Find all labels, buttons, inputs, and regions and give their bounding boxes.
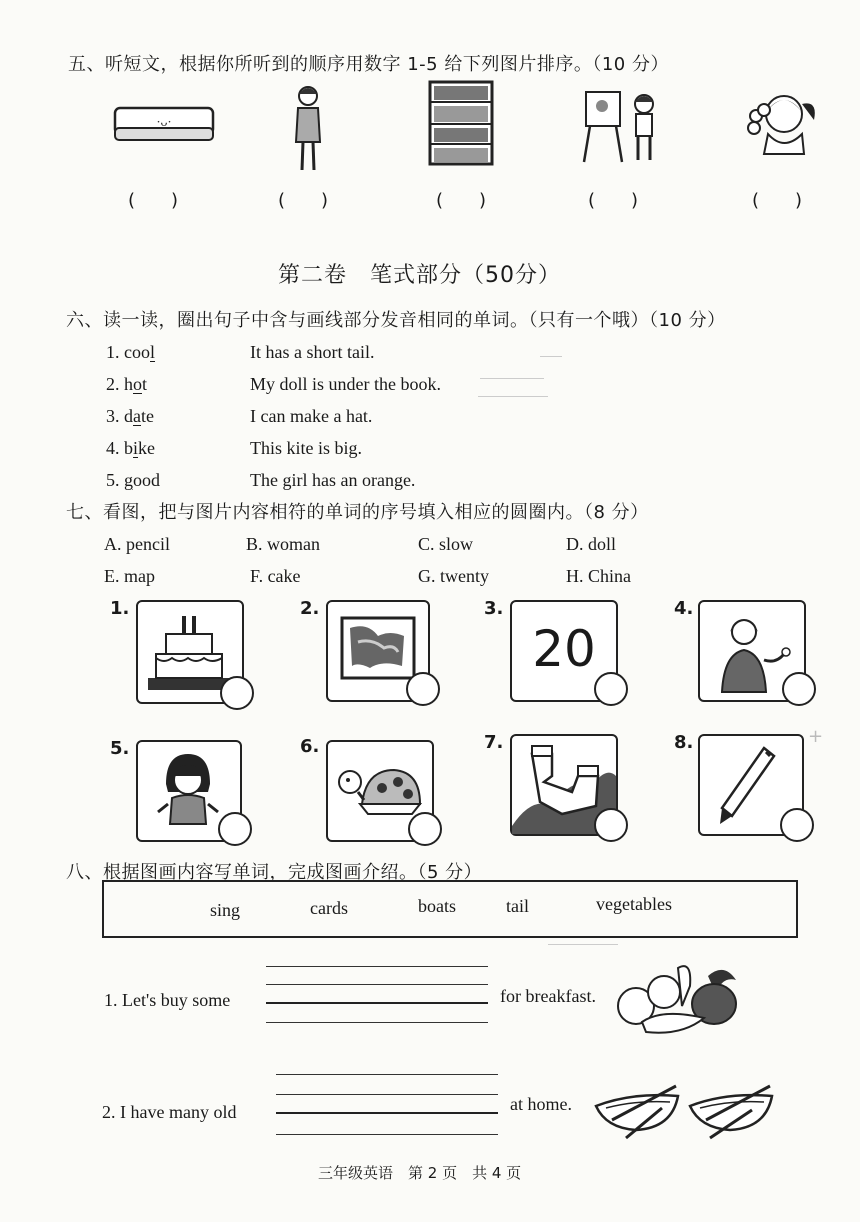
word-bank-boats: boats bbox=[418, 896, 456, 916]
answer-line-1[interactable] bbox=[266, 1002, 488, 1004]
answer-circle-6[interactable] bbox=[408, 812, 442, 846]
writing-line bbox=[276, 1074, 498, 1075]
answer-circle-8[interactable] bbox=[780, 808, 814, 842]
option-f: F. cake bbox=[250, 566, 301, 586]
phonics-sentence-5[interactable]: The girl has an orange. bbox=[250, 470, 416, 490]
phonics-word-5: 5. good bbox=[106, 470, 160, 490]
answer-paren-3[interactable]: ( ) bbox=[436, 190, 487, 211]
phonics-word-2: 2. hot bbox=[106, 374, 148, 394]
phonics-word-4: 4. bike bbox=[106, 438, 156, 458]
answer-circle-1[interactable] bbox=[220, 676, 254, 710]
option-d: D. doll bbox=[566, 534, 617, 554]
answer-circle-4[interactable] bbox=[782, 672, 816, 706]
picture-number-7: 7. bbox=[484, 732, 504, 753]
question1-suffix: for breakfast. bbox=[500, 986, 596, 1006]
picture-number-4: 4. bbox=[674, 598, 694, 619]
writing-line bbox=[276, 1134, 498, 1135]
phonics-sentence-2[interactable]: My doll is under the book. bbox=[250, 374, 441, 394]
question2-prefix: 2. I have many old bbox=[102, 1102, 237, 1122]
boy-painting-icon bbox=[580, 82, 660, 168]
phonics-sentence-4[interactable]: This kite is big. bbox=[250, 438, 362, 458]
word-bank-cards: cards bbox=[310, 898, 348, 918]
scan-mark bbox=[548, 944, 618, 945]
option-b: B. woman bbox=[246, 534, 320, 554]
phonics-sentence-1[interactable]: It has a short tail. bbox=[250, 342, 375, 362]
scan-mark bbox=[478, 396, 548, 397]
word-bank-tail: tail bbox=[506, 896, 529, 916]
word-bank-vegetables: vegetables bbox=[596, 894, 672, 914]
section5-title: 五、听短文，根据你所听到的顺序用数字 1-5 给下列图片排序。（10 分） bbox=[68, 54, 669, 75]
answer-paren-2[interactable]: ( ) bbox=[278, 190, 329, 211]
girl-flowers-icon bbox=[742, 86, 822, 160]
woman-icon bbox=[288, 84, 328, 180]
answer-line-2[interactable] bbox=[276, 1112, 498, 1114]
option-c: C. slow bbox=[418, 534, 474, 554]
scan-mark bbox=[480, 378, 544, 379]
writing-line bbox=[266, 1022, 488, 1023]
answer-paren-1[interactable]: ( ) bbox=[128, 190, 179, 211]
writing-line bbox=[266, 984, 488, 985]
answer-circle-3[interactable] bbox=[594, 672, 628, 706]
vegetables-icon bbox=[612, 956, 742, 1042]
picture-number-5: 5. bbox=[110, 738, 130, 759]
section6-title: 六、读一读，圈出句子中含与画线部分发音相同的单词。（只有一个哦）（10 分） bbox=[66, 310, 726, 331]
option-a: A. pencil bbox=[104, 534, 170, 554]
phonics-sentence-3[interactable]: I can make a hat. bbox=[250, 406, 373, 426]
bookshelf-icon bbox=[428, 80, 494, 172]
svg-text:·ᴗ·: ·ᴗ· bbox=[156, 115, 172, 129]
picture-number-6: 6. bbox=[300, 736, 320, 757]
picture-number-1: 1. bbox=[110, 598, 130, 619]
phonics-word-1: 1. cool bbox=[106, 342, 156, 362]
answer-paren-4[interactable]: ( ) bbox=[588, 190, 639, 211]
option-h: H. China bbox=[566, 566, 631, 586]
section7-title: 七、看图，把与图片内容相符的单词的序号填入相应的圆圈内。（8 分） bbox=[66, 502, 649, 523]
section8-title: 八、根据图画内容写单词，完成图画介绍。（5 分） bbox=[66, 862, 483, 883]
answer-circle-5[interactable] bbox=[218, 812, 252, 846]
word-bank-sing: sing bbox=[210, 900, 241, 920]
plus-mark-icon: + bbox=[808, 726, 824, 747]
twenty-icon: 20 bbox=[532, 620, 596, 678]
picture-number-8: 8. bbox=[674, 732, 694, 753]
question2-suffix: at home. bbox=[510, 1094, 572, 1114]
pencil-box-icon bbox=[112, 102, 216, 150]
writing-line bbox=[276, 1094, 498, 1095]
answer-circle-7[interactable] bbox=[594, 808, 628, 842]
question1-prefix: 1. Let's buy some bbox=[104, 990, 231, 1010]
page-footer: 三年级英语 第 2 页 共 4 页 bbox=[318, 1164, 522, 1182]
part2-title: 第二卷 笔式部分（50分） bbox=[278, 263, 561, 288]
phonics-word-3: 3. date bbox=[106, 406, 154, 426]
option-e: E. map bbox=[104, 566, 155, 586]
picture-number-3: 3. bbox=[484, 598, 504, 619]
picture-number-2: 2. bbox=[300, 598, 320, 619]
boats-icon bbox=[592, 1072, 782, 1146]
option-g: G. twenty bbox=[418, 566, 489, 586]
scan-mark bbox=[540, 356, 562, 357]
writing-line bbox=[266, 966, 488, 967]
answer-paren-5[interactable]: ( ) bbox=[752, 190, 803, 211]
answer-circle-2[interactable] bbox=[406, 672, 440, 706]
